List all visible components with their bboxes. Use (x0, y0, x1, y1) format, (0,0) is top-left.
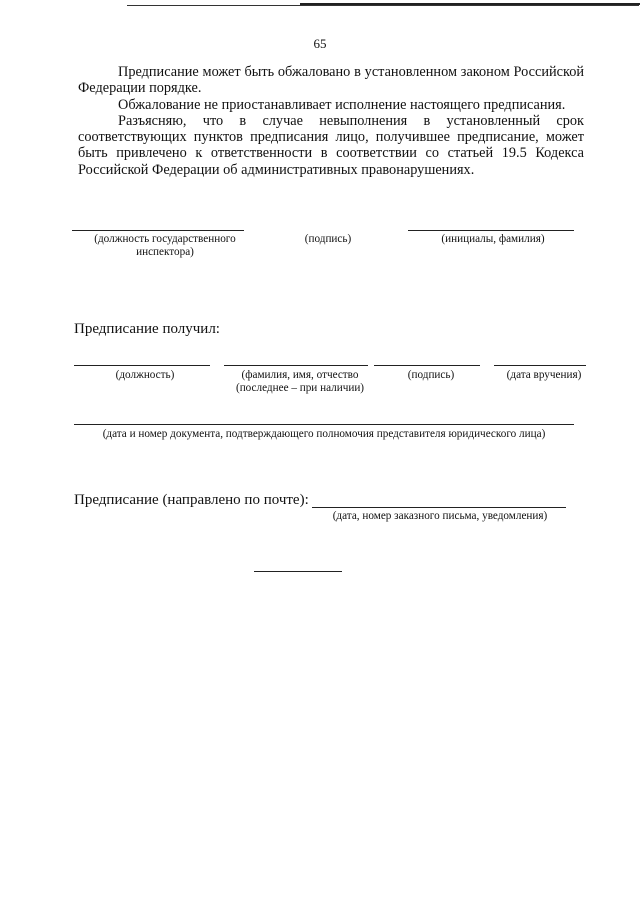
recipient-name-caption-line1: (фамилия, имя, отчество (241, 369, 359, 381)
recipient-name-caption (226, 369, 374, 395)
recipient-name-caption-line2: (последнее – при наличии) (235, 382, 365, 394)
inspector-position-caption-line1: (должность государственного (94, 233, 236, 245)
recipient-position-line (74, 365, 210, 366)
notice-liability: Разъясняю, что в случае невыполнения в установленный срок соответствующих пунктов предписания лицо, получившее предписание, может быть привлечено к ответственности в соответствии со статьей 19.5 Кодекса Российской Федерации об административных правонарушениях. (78, 112, 584, 178)
notice-appeal: Предписание может быть обжаловано в установленном законом Российской Федерации порядке. (78, 64, 584, 97)
inspector-position-caption (72, 233, 258, 259)
inspector-signature-caption: (подпись) (304, 233, 352, 245)
end-rule (254, 571, 342, 572)
recipient-signature-line (374, 365, 480, 366)
inspector-position-caption-line2: инспектора) (136, 246, 194, 258)
recipient-name-line (224, 365, 368, 366)
delivery-date-caption: (дата вручения) (506, 369, 582, 381)
inspector-position-line (72, 230, 244, 231)
mailed-line (312, 507, 566, 508)
notice-text (78, 64, 584, 178)
top-border-line (127, 5, 639, 6)
notice-no-suspension: Обжалование не приостанавливает исполнение настоящего предписания. (118, 96, 566, 113)
inspector-initials-line (408, 230, 574, 231)
recipient-signature-caption: (подпись) (407, 369, 455, 381)
authority-document-caption: (дата и номер документа, подтверждающего полномочия представителя юридического лица) (102, 428, 546, 440)
recipient-position-caption: (должность) (115, 369, 175, 381)
page-number: 65 (313, 36, 327, 51)
mailed-caption: (дата, номер заказного письма, уведомления) (332, 510, 548, 522)
inspector-initials-caption: (инициалы, фамилия) (441, 233, 545, 245)
authority-document-line (74, 424, 574, 425)
delivery-date-line (494, 365, 586, 366)
top-border-line-thick (300, 3, 640, 5)
mailed-label: Предписание (направлено по почте): (74, 492, 309, 508)
received-heading: Предписание получил: (74, 321, 220, 337)
